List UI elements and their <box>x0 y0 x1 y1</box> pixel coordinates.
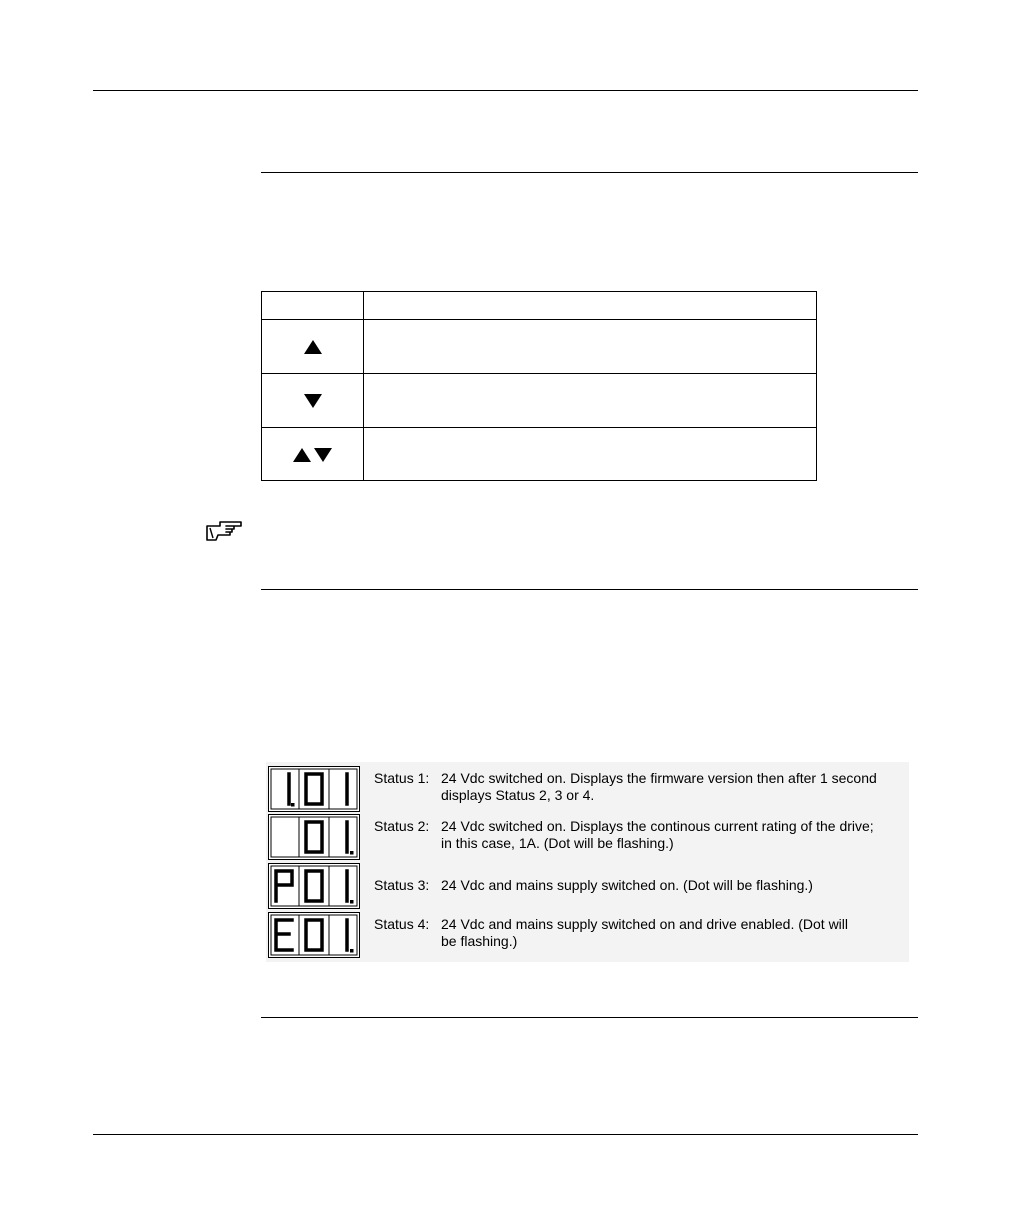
status-line: 24 Vdc switched on. Displays the continous current rating of the drive; <box>441 818 874 834</box>
up-arrow-icon <box>304 340 322 354</box>
status-row <box>266 766 909 812</box>
pointing-hand-icon <box>206 520 242 542</box>
status-line: 24 Vdc switched on. Displays the firmware version then after 1 second <box>441 770 877 786</box>
table-row <box>262 320 363 373</box>
table-header-meaning <box>364 292 816 319</box>
status-row <box>266 814 909 860</box>
key-description <box>364 320 816 373</box>
status-row <box>266 863 909 909</box>
key-description <box>364 374 816 427</box>
status-line: be flashing.) <box>441 933 518 949</box>
section-rule <box>261 589 918 590</box>
status-description <box>374 770 877 804</box>
table-row <box>262 374 363 427</box>
key-description <box>364 428 816 481</box>
status-label: Status 3: <box>374 877 430 893</box>
status-row <box>266 912 909 958</box>
table-header-key <box>262 292 363 319</box>
status-line: 24 Vdc and mains supply switched on and drive enabled. (Dot will <box>441 916 849 932</box>
up-down-arrows-icon <box>293 448 332 462</box>
seven-segment-display <box>268 814 360 860</box>
status-line: displays Status 2, 3 or 4. <box>441 787 595 803</box>
down-arrow-icon <box>304 394 322 408</box>
status-label: Status 4: <box>374 916 430 932</box>
status-description <box>374 818 874 852</box>
table-row <box>262 428 363 481</box>
status-description <box>374 877 813 894</box>
seven-segment-display <box>268 863 360 909</box>
seven-segment-display <box>268 912 360 958</box>
header-rule <box>93 90 918 91</box>
key-table <box>261 291 817 481</box>
status-description <box>374 916 848 950</box>
status-label: Status 2: <box>374 818 430 834</box>
status-line: in this case, 1A. (Dot will be flashing.) <box>441 835 674 851</box>
section-rule <box>261 172 918 173</box>
status-line: 24 Vdc and mains supply switched on. (Dot will be flashing.) <box>441 877 813 893</box>
section-rule <box>261 1017 918 1018</box>
status-display-figure <box>266 762 909 962</box>
seven-segment-display <box>268 766 360 812</box>
footer-rule <box>93 1134 918 1135</box>
status-label: Status 1: <box>374 770 430 786</box>
